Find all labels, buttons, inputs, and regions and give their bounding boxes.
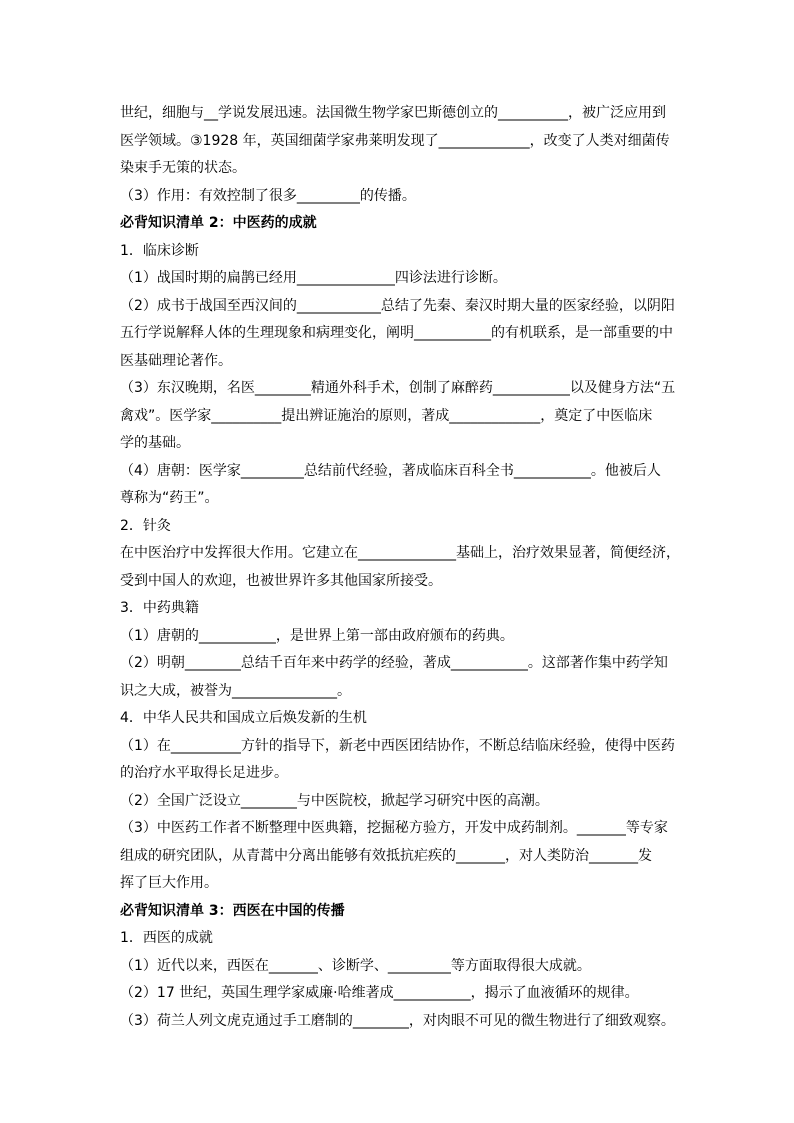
subheading-acupuncture: 2．针灸 [120, 517, 171, 534]
text-line-25: 的治疗水平取得长足进步。 [120, 765, 288, 781]
text-line-1: 世纪，细胞与__学说发展迅速。法国微生物学家巴斯德创立的__________，被广泛应用到 [120, 105, 666, 121]
text-line-24: （1）在__________方针的指导下，新老中西医团结协作，不断总结临床经验，使得中医药 [120, 737, 675, 754]
section-heading-2: 必背知识清单 2：中医药的成就 [120, 215, 317, 231]
subheading-classics: 3．中药典籍 [120, 600, 199, 616]
text-line-7: （1）战国时期的扁鹊已经用______________四诊法进行诊断。 [120, 270, 507, 286]
text-line-22: 识之大成，被誉为_______________。 [120, 682, 351, 699]
document-page [120, 100, 680, 1035]
text-line-10: 医基础理论著作。 [120, 352, 232, 369]
subheading-clinical-diagnosis: 1．临床诊断 [120, 242, 199, 259]
text-line-8: （2）成书于战国至西汉间的____________总结了先秦、秦汉时期大量的医家经验，以阴阳 [120, 297, 675, 314]
text-line-21: （2）明朝________总结千百年来中药学的经验，著成___________。这部著作集中药学知 [120, 655, 668, 671]
text-line-26: （2）全国广泛设立________与中医院校，掀起学习研究中医的高潮。 [120, 792, 549, 809]
text-line-33: （2）17 世纪，英国生理学家威廉·哈维著成___________，揭示了血液循环的规律。 [120, 985, 639, 1001]
text-line-15: 尊称为“药王”。 [120, 490, 219, 506]
text-line-27: （3）中医药工作者不断整理中医典籍，挖掘秘方验方，开发中成药制剂。_______等专家 [120, 820, 668, 836]
text-line-34: （3）荷兰人列文虎克通过手工磨制的________，对肉眼不可见的微生物进行了细致观察。 [120, 1012, 675, 1029]
text-line-20: （1）唐朝的___________，是世界上第一部由政府颁布的药典。 [120, 627, 514, 644]
subheading-new-vitality: 4．中华人民共和国成立后焕发新的生机 [120, 710, 367, 726]
text-line-17: 在中医治疗中发挥很大作用。它建立在______________基础上，治疗效果显著，简便经济， [120, 545, 680, 561]
text-line-32: （1）近代以来，西医在_______、诊断学、_________等方面取得很大成就。 [120, 957, 591, 974]
text-line-9: 五行学说解释人体的生理现象和病理变化，阐明___________的有机联系，是一部重要的中 [120, 325, 673, 341]
text-line-18: 受到中国人的欢迎，也被世界许多其他国家所接受。 [120, 572, 442, 589]
text-line-11: （3）东汉晚期，名医________精通外科手术，创制了麻醉药___________以及健身方法“五 [120, 380, 676, 396]
text-line-4: （3）作用：有效控制了很多_________的传播。 [120, 187, 416, 204]
text-line-2: 医学领域。③1928 年，英国细菌学家弗莱明发现了_____________，改变了人类对细菌传 [120, 132, 670, 149]
text-line-28: 组成的研究团队，从青蒿中分离出能够有效抵抗疟疾的_______，对人类防治_______发 [120, 847, 652, 864]
text-line-12: 禽戏”。医学家__________提出辨证施治的原则，著成_____________，奠定了中医临床 [120, 407, 653, 424]
text-line-14: （4）唐朝：医学家_________总结前代经验，著成临床百科全书___________。他被后人 [120, 462, 661, 479]
section-heading-3: 必背知识清单 3：西医在中国的传播 [120, 902, 345, 919]
text-line-3: 染束手无策的状态。 [120, 160, 246, 176]
text-line-13: 学的基础。 [120, 435, 190, 451]
text-line-29: 挥了巨大作用。 [120, 875, 218, 891]
subheading-western-achievements: 1．西医的成就 [120, 930, 213, 946]
